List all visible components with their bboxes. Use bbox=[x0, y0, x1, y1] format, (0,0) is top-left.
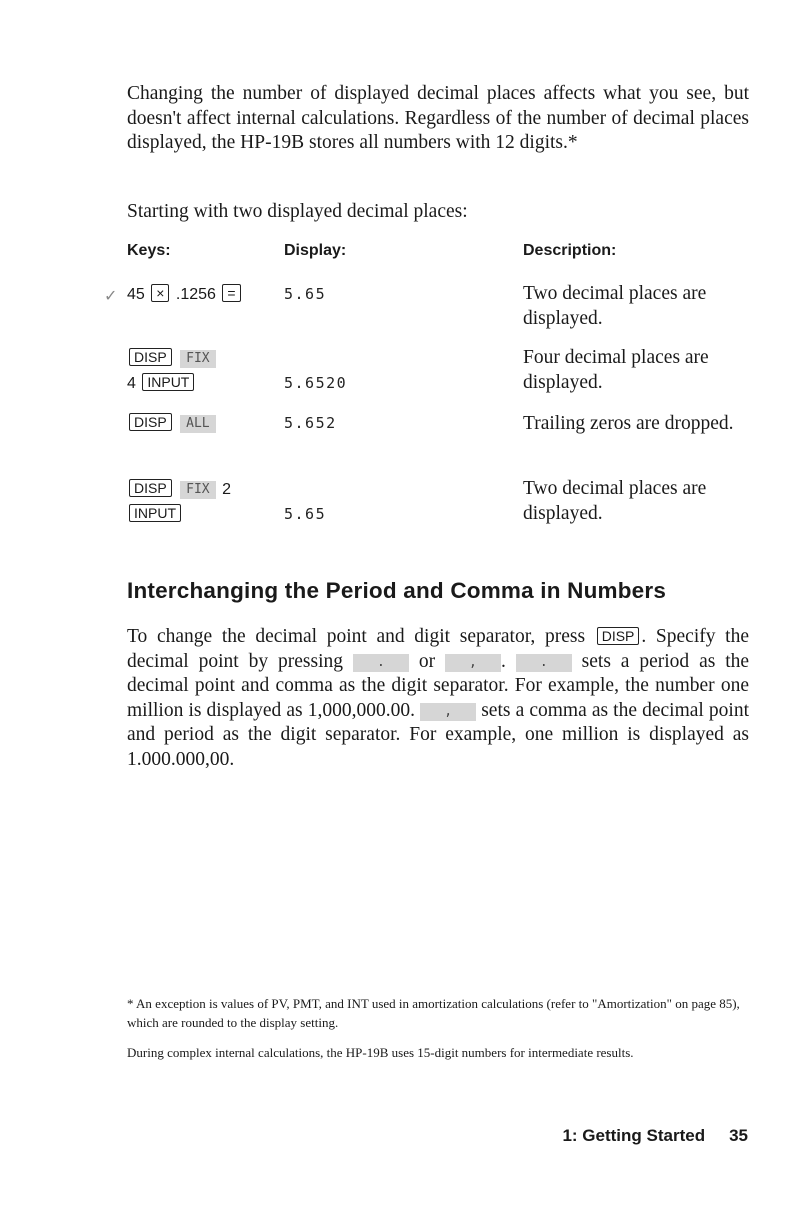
footnote-2: During complex internal calculations, the HP-19B uses 15-digit numbers for intermediate results. bbox=[127, 1045, 634, 1060]
disp-key: DISP bbox=[129, 413, 172, 431]
comma-softkey: , bbox=[420, 703, 476, 721]
intro-text: Changing the number of displayed decimal places affects what you see, but doesn't affect internal calculations. Regardless of the number of decimal places displayed, the HP-19B stores all numbers with 12 digits.* bbox=[127, 83, 749, 153]
comma-softkey: , bbox=[445, 654, 501, 672]
input-key: INPUT bbox=[142, 373, 194, 391]
row4-display: 5.65 bbox=[284, 505, 327, 523]
header-keys: Keys: bbox=[127, 242, 171, 259]
row2-keys-line1 bbox=[127, 348, 218, 368]
all-softkey: ALL bbox=[180, 415, 215, 433]
row2-description: Four decimal places are displayed. bbox=[523, 347, 709, 393]
header-description: Description: bbox=[523, 242, 617, 259]
starting-paragraph bbox=[127, 200, 749, 225]
row3-keys bbox=[127, 413, 218, 433]
row2-display: 5.6520 bbox=[284, 374, 348, 392]
row2-keys-line2: 4 INPUT bbox=[127, 373, 196, 393]
fix-softkey: FIX bbox=[180, 350, 215, 368]
section-heading: Interchanging the Period and Comma in Numbers bbox=[127, 578, 667, 603]
row1-description: Two decimal places are displayed. bbox=[523, 283, 707, 329]
starting-text: Starting with two displayed decimal places: bbox=[127, 201, 468, 222]
check-mark: ✓ bbox=[104, 288, 118, 305]
section-paragraph: To change the decimal point and digit separator, press DISP . Specify the decimal point by pressing . or , . . sets a period as the decimal point and comma as the digit separator. For example, the number one million is displayed as 1,000,000.00. , sets a comma as the decimal point and period as the digit separator. For example, one million is displayed as 1.000.000,00. bbox=[127, 626, 750, 770]
disp-key: DISP bbox=[597, 627, 640, 645]
row3-display: 5.652 bbox=[284, 414, 337, 432]
equals-key: = bbox=[222, 284, 240, 302]
footnote-1: * An exception is values of PV, PMT, and INT used in amortization calculations (refer to "Amortization" on page 85), which are rounded to the display setting. bbox=[127, 996, 740, 1030]
row4-keys-line1: DISP FIX 2 bbox=[127, 479, 231, 499]
chapter-title: 1: Getting Started bbox=[562, 1126, 706, 1145]
disp-key: DISP bbox=[129, 479, 172, 497]
intro-paragraph bbox=[127, 82, 749, 156]
page-footer bbox=[538, 1126, 748, 1146]
input-key: INPUT bbox=[129, 504, 181, 522]
period-softkey: . bbox=[353, 654, 409, 672]
period-softkey: . bbox=[516, 654, 572, 672]
row1-display: 5.65 bbox=[284, 285, 327, 303]
header-display: Display: bbox=[284, 242, 347, 259]
row1-keys: 45 × .1256 = bbox=[127, 284, 243, 304]
row3-description: Trailing zeros are dropped. bbox=[523, 413, 734, 434]
page-number: 35 bbox=[729, 1126, 748, 1145]
multiply-key: × bbox=[151, 284, 169, 302]
row4-description: Two decimal places are displayed. bbox=[523, 478, 707, 524]
row4-keys-line2 bbox=[127, 504, 183, 524]
fix-softkey: FIX bbox=[180, 481, 215, 499]
disp-key: DISP bbox=[129, 348, 172, 366]
